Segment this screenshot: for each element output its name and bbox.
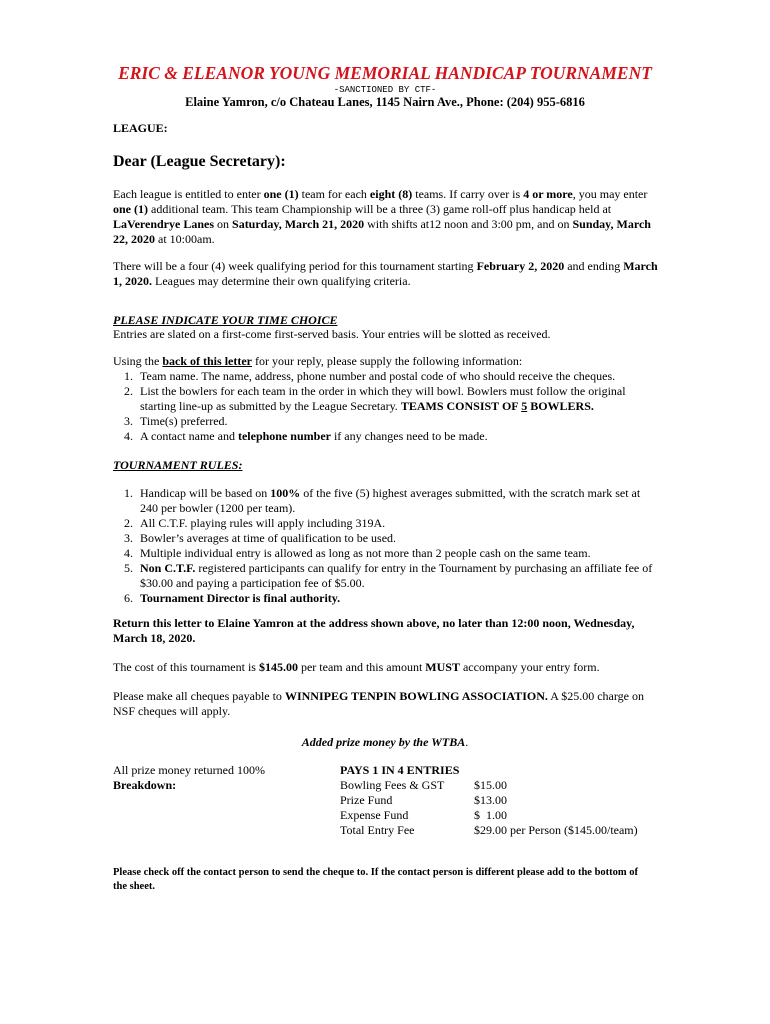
league-label: LEAGUE:	[113, 121, 168, 135]
prize-summary	[113, 763, 265, 793]
list-item: 4. Multiple individual entry is allowed as long as not more than 2 people cash on the same team.	[124, 546, 591, 560]
fee-breakdown	[340, 763, 638, 838]
fee-row: Total Entry Fee $29.00 per Person ($145.00/team)	[340, 823, 638, 837]
fee-row: Expense Fund $ 1.00	[340, 808, 507, 822]
list-item: 6. Tournament Director is final authority.	[124, 591, 341, 605]
pays-heading: PAYS 1 IN 4 ENTRIES	[340, 763, 460, 777]
list-item: 2. List the bowlers for each team in the order in which they will bowl. Bowlers must follow the original starting line-up as submitted by the League Secretary. TEAMS CONSIST OF 5 BOWLERS.	[124, 384, 626, 413]
footer-note: Please check off the contact person to send the cheque to. If the contact person is different please add to the bottom of the sheet.	[113, 867, 639, 892]
rules-heading: TOURNAMENT RULES:	[113, 458, 243, 472]
list-item: 1. Team name. The name, address, phone number and postal code of who should receive the cheques.	[124, 369, 616, 383]
cheques-paragraph: Please make all cheques payable to WINNIPEG TENPIN BOWLING ASSOCIATION. A $25.00 charge on NSF cheques will apply.	[113, 689, 644, 718]
fee-row: Prize Fund $13.00	[340, 793, 507, 807]
qualifying-paragraph: There will be a four (4) week qualifying period for this tournament starting February 2, 2020 and ending March 1, 2020. Leagues may determine their own qualifying criteria.	[113, 259, 658, 288]
contact-address: Elaine Yamron, c/o Chateau Lanes, 1145 Nairn Ave., Phone: (204) 955-6816	[185, 95, 585, 109]
return-instructions: Return this letter to Elaine Yamron at the address shown above, no later than 12:00 noon, Wednesday, March 18, 2020.	[113, 616, 635, 645]
list-item: 1. Handicap will be based on 100% of the five (5) highest averages submitted, with the scratch mark set at 240 per bowler (1200 per team).	[124, 486, 641, 515]
list-item: 3. Time(s) preferred.	[124, 414, 228, 428]
list-item: 2. All C.T.F. playing rules will apply including 319A.	[124, 516, 386, 530]
fee-row: Bowling Fees & GST $15.00	[340, 778, 507, 792]
salutation: Dear (League Secretary):	[113, 153, 286, 170]
added-prize-note: Added prize money by the WTBA.	[301, 735, 469, 749]
tournament-title: ERIC & ELEANOR YOUNG MEMORIAL HANDICAP TOURNAMENT	[118, 63, 652, 83]
prize-returned: All prize money returned 100%	[113, 763, 265, 777]
entries-paragraph: Entries are slated on a first-come first-served basis. Your entries will be slotted as received.	[113, 327, 551, 341]
list-item: 5. Non C.T.F. registered participants can qualify for entry in the Tournament by purchasing an affiliate fee of $30.00 and paying a participation fee of $5.00.	[124, 561, 653, 590]
using-paragraph: Using the back of this letter for your reply, please supply the following information:	[113, 354, 523, 368]
list-item: 4. A contact name and telephone number if any changes need to be made.	[124, 429, 488, 443]
rules-list	[113, 486, 658, 606]
list-item: 3. Bowler’s averages at time of qualification to be used.	[124, 531, 397, 545]
cost-paragraph: The cost of this tournament is $145.00 per team and this amount MUST accompany your entry form.	[113, 660, 600, 674]
info-list	[113, 369, 658, 444]
time-choice-heading: PLEASE INDICATE YOUR TIME CHOICE	[113, 313, 338, 327]
sanction-line: -SANCTIONED BY CTF-	[333, 85, 437, 95]
entry-paragraph: Each league is entitled to enter one (1) team for each eight (8) teams. If carry over is 4 or more, you may enter one (1) additional team. This team Championship will be a three (3) game roll-off plus handicap held at LaVerendrye Lanes on Saturday, March 21, 2020 with shifts at12 noon and 3:00 pm, and on Sunday, March 22, 2020 at 10:00am.	[113, 187, 651, 246]
breakdown-label: Breakdown:	[113, 778, 177, 792]
